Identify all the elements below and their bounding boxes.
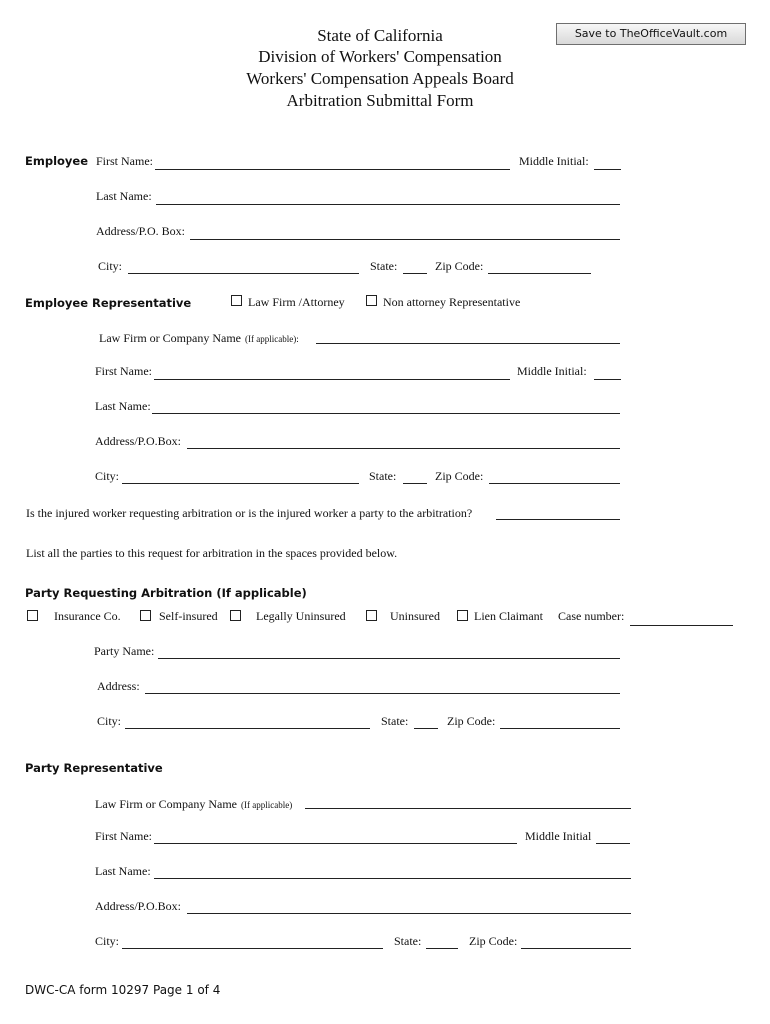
insurance-co-label: Insurance Co. (54, 609, 121, 623)
party-rep-law-firm-label (95, 795, 292, 813)
party-rep-middle-initial-field[interactable] (596, 843, 630, 844)
party-address-field[interactable] (145, 693, 620, 694)
party-rep-last-name-label: Last Name: (95, 864, 151, 878)
party-rep-city-label: City: (95, 934, 120, 948)
law-firm-attorney-checkbox[interactable] (231, 295, 242, 306)
party-rep-zip-field[interactable] (521, 948, 631, 949)
section-party-representative: Party Representative (25, 761, 163, 775)
employee-address-field[interactable] (190, 239, 620, 240)
section-party-requesting-arbitration: Party Requesting Arbitration (If applicable) (25, 586, 307, 600)
employee-zip-field[interactable] (488, 273, 591, 274)
party-rep-middle-initial-label: Middle Initial (525, 829, 592, 843)
title-line-3: Workers' Compensation Appeals Board (246, 69, 514, 88)
party-city-field[interactable] (125, 728, 370, 729)
non-attorney-rep-label: Non attorney Representative (383, 295, 521, 309)
party-rep-address-field[interactable] (187, 913, 631, 914)
rep-address-field[interactable] (187, 448, 620, 449)
non-attorney-rep-checkbox[interactable] (366, 295, 377, 306)
employee-middle-initial-label: Middle Initial: (519, 154, 589, 168)
employee-middle-initial-field[interactable] (594, 169, 621, 170)
party-state-field[interactable] (414, 728, 438, 729)
party-rep-state-field[interactable] (426, 948, 458, 949)
uninsured-label: Uninsured (390, 609, 440, 623)
title-line-4: Arbitration Submittal Form (286, 91, 474, 110)
rep-first-name-field[interactable] (154, 379, 510, 380)
employee-city-label: City: (98, 259, 123, 273)
rep-last-name-label: Last Name: (95, 399, 151, 413)
employee-address-label: Address/P.O. Box: (96, 224, 186, 238)
insurance-co-checkbox[interactable] (27, 610, 38, 621)
title-line-2: Division of Workers' Compensation (258, 47, 502, 66)
self-insured-checkbox[interactable] (140, 610, 151, 621)
legally-uninsured-label: Legally Uninsured (256, 609, 346, 623)
lien-claimant-label: Lien Claimant (474, 609, 543, 623)
employee-state-field[interactable] (403, 273, 427, 274)
rep-zip-field[interactable] (489, 483, 620, 484)
rep-law-firm-text: Law Firm or Company Name (99, 331, 241, 345)
party-zip-field[interactable] (500, 728, 620, 729)
injured-worker-question: Is the injured worker requesting arbitration or is the injured worker a party to the arbitration? (26, 506, 473, 520)
party-address-label: Address: (97, 679, 140, 693)
rep-first-name-label: First Name: (95, 364, 152, 378)
rep-address-label: Address/P.O.Box: (95, 434, 182, 448)
lien-claimant-checkbox[interactable] (457, 610, 468, 621)
law-firm-attorney-label: Law Firm /Attorney (248, 295, 345, 309)
rep-zip-label: Zip Code: (435, 469, 484, 483)
rep-city-label: City: (95, 469, 120, 483)
case-number-field[interactable] (630, 625, 733, 626)
party-state-label: State: (381, 714, 409, 728)
section-employee: Employee (25, 154, 89, 168)
rep-law-firm-label (99, 329, 299, 347)
rep-middle-initial-field[interactable] (594, 379, 621, 380)
party-name-field[interactable] (158, 658, 620, 659)
party-city-label: City: (97, 714, 122, 728)
employee-first-name-field[interactable] (155, 169, 510, 170)
party-rep-address-label: Address/P.O.Box: (95, 899, 182, 913)
employee-first-name-label: First Name: (96, 154, 153, 168)
self-insured-label: Self-insured (159, 609, 218, 623)
party-rep-law-firm-field[interactable] (305, 808, 631, 809)
rep-middle-initial-label: Middle Initial: (517, 364, 587, 378)
employee-zip-label: Zip Code: (435, 259, 484, 273)
employee-last-name-field[interactable] (156, 204, 620, 205)
section-employee-representative: Employee Representative (25, 296, 192, 310)
party-zip-label: Zip Code: (447, 714, 496, 728)
party-rep-state-label: State: (394, 934, 422, 948)
party-name-label: Party Name: (94, 644, 155, 658)
list-parties-instruction: List all the parties to this request for arbitration in the spaces provided below. (26, 546, 398, 560)
injured-worker-answer-field[interactable] (496, 519, 620, 520)
party-rep-first-name-field[interactable] (154, 843, 517, 844)
employee-state-label: State: (370, 259, 398, 273)
rep-state-label: State: (369, 469, 397, 483)
title-line-1: State of California (317, 26, 443, 45)
rep-last-name-field[interactable] (152, 413, 620, 414)
employee-last-name-label: Last Name: (96, 189, 152, 203)
party-rep-first-name-label: First Name: (95, 829, 152, 843)
legally-uninsured-checkbox[interactable] (230, 610, 241, 621)
party-rep-city-field[interactable] (122, 948, 383, 949)
rep-law-firm-if-applicable: (If applicable): (244, 334, 299, 344)
rep-city-field[interactable] (122, 483, 359, 484)
party-rep-law-firm-text: Law Firm or Company Name (95, 797, 237, 811)
employee-city-field[interactable] (128, 273, 359, 274)
save-to-officevault-button[interactable]: Save to TheOfficeVault.com (556, 23, 746, 45)
case-number-label: Case number: (558, 609, 625, 623)
form-footer-id: DWC-CA form 10297 Page 1 of 4 (25, 983, 221, 997)
uninsured-checkbox[interactable] (366, 610, 377, 621)
rep-law-firm-field[interactable] (316, 343, 620, 344)
party-rep-last-name-field[interactable] (154, 878, 631, 879)
party-rep-if-applicable: (If applicable) (240, 800, 293, 810)
party-rep-zip-label: Zip Code: (469, 934, 518, 948)
rep-state-field[interactable] (403, 483, 427, 484)
